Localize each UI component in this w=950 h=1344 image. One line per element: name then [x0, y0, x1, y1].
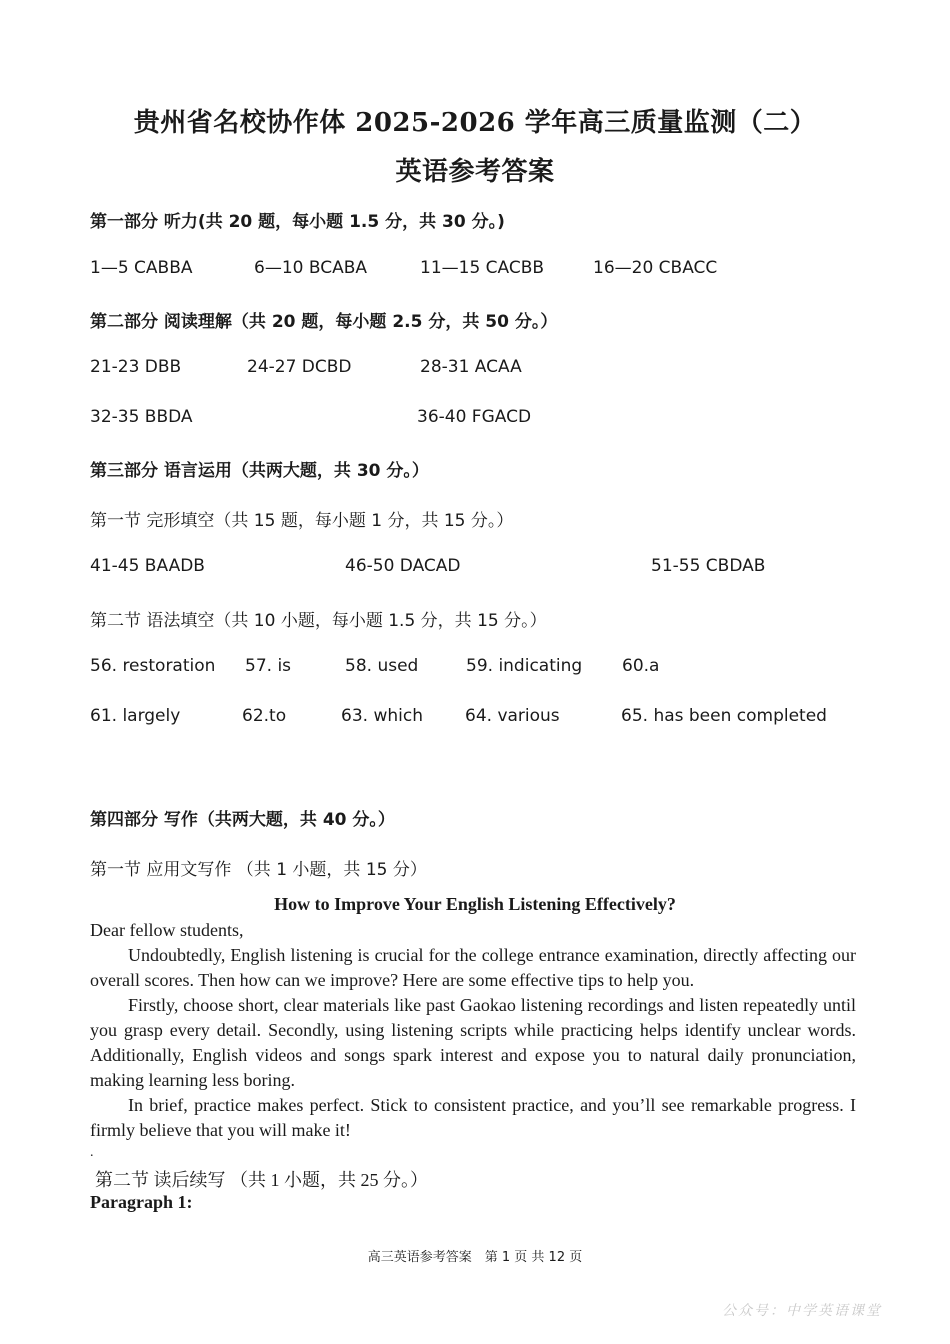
watermark: 公众号：中学英语课堂: [722, 1303, 882, 1319]
answer-item: 59. indicating: [466, 656, 583, 676]
page-subtitle: 英语参考答案: [395, 157, 555, 187]
part3-heading: 第三部分 语言运用（共两大题，共 30 分。）: [90, 461, 429, 481]
answer-item: 58. used: [345, 656, 419, 676]
answer-item: 65. has been completed: [621, 706, 827, 726]
essay-paragraph: Firstly, choose short, clear materials like past Gaokao listening recordings and listen repeatedly until you grasp every detail. Secondly, using listening scripts while practicing helps identify unclear words. Additionally, English videos and songs spark interest and expose you to natural daily pronunciation, making learning less boring.: [90, 995, 856, 1090]
cloze-heading: 第一节 完形填空（共 15 题，每小题 1 分，共 15 分。）: [90, 511, 514, 531]
answer-item: 62.to: [242, 706, 287, 726]
essay-body: [90, 918, 856, 1143]
answer-group: 46-50 DACAD: [345, 556, 461, 576]
answer-group: 16—20 CBACC: [593, 258, 718, 278]
answer-group: 28-31 ACAA: [420, 357, 522, 377]
answer-group: 6—10 BCABA: [254, 258, 368, 278]
essay-paragraph: Undoubtedly, English listening is crucial for the college entrance examination, directly affecting our overall scores. Then how can we improve? Here are some effective tips to help you.: [90, 945, 856, 990]
answer-group: 11—15 CACBB: [420, 258, 545, 278]
essay-paragraph: In brief, practice makes perfect. Stick to consistent practice, and you’ll see remarkable progress. I firmly believe that you will make it!: [90, 1095, 856, 1140]
writing-heading: 第一节 应用文写作 （共 1 小题，共 15 分）: [90, 860, 427, 880]
essay-title: How to Improve Your English Listening Effectively?: [274, 894, 676, 914]
essay-greeting: Dear fellow students,: [90, 920, 244, 940]
part2-heading: 第二部分 阅读理解（共 20 题，每小题 2.5 分，共 50 分。）: [90, 312, 558, 332]
part4-heading: 第四部分 写作（共两大题，共 40 分。）: [90, 810, 395, 830]
answer-item: 56. restoration: [90, 656, 216, 676]
stray-dot: .: [90, 1145, 94, 1160]
answer-group: 21-23 DBB: [90, 357, 182, 377]
answer-group: 24-27 DCBD: [247, 357, 352, 377]
page-footer: 高三英语参考答案 第 1 页 共 12 页: [367, 1250, 583, 1265]
part1-heading: 第一部分 听力(共 20 题，每小题 1.5 分，共 30 分。): [90, 212, 505, 232]
answer-group: 36-40 FGACD: [417, 407, 532, 427]
answer-item: 60.a: [622, 656, 660, 676]
continuation-heading: 第二节 读后续写 （共 1 小题，共 25 分。）: [95, 1170, 428, 1190]
paragraph-label: Paragraph 1:: [90, 1192, 193, 1212]
answer-item: 57. is: [245, 656, 292, 676]
answer-group: 1—5 CABBA: [90, 258, 193, 278]
answer-group: 51-55 CBDAB: [651, 556, 766, 576]
grammar-heading: 第二节 语法填空（共 10 小题，每小题 1.5 分，共 15 分。）: [90, 611, 547, 631]
answer-item: 61. largely: [90, 706, 181, 726]
answer-item: 63. which: [341, 706, 423, 726]
answer-group: 32-35 BBDA: [90, 407, 193, 427]
answer-item: 64. various: [465, 706, 560, 726]
answer-group: 41-45 BAADB: [90, 556, 205, 576]
page-title: 贵州省名校协作体 2025-2026 学年高三质量监测（二）: [133, 108, 817, 138]
